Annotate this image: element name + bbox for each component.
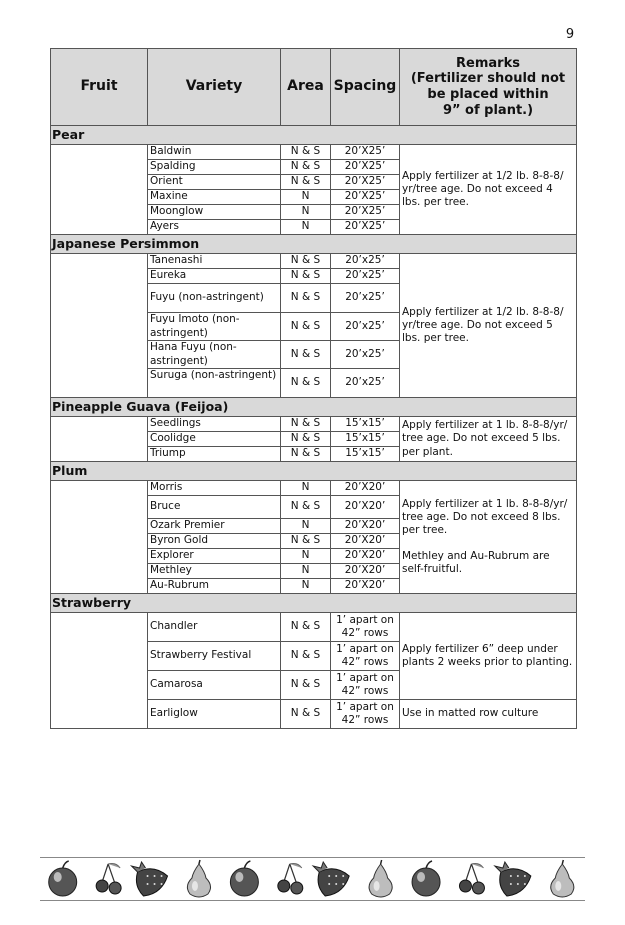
- area-cell: N & S: [281, 341, 331, 369]
- spacing-cell: 20’x25’: [331, 269, 400, 284]
- variety-cell: Tanenashi: [148, 254, 281, 269]
- variety-cell: Byron Gold: [148, 534, 281, 549]
- fruit-banner-graphic: [40, 858, 585, 900]
- remark-text: Apply fertilizer at 1 lb. 8-8-8/yr/ tree age. Do not exceed 8 lbs. per tree.: [402, 498, 568, 537]
- cherries-icon: [278, 864, 303, 895]
- variety-cell: Baldwin: [148, 145, 281, 160]
- area-cell: N & S: [281, 313, 331, 341]
- table-row: [51, 417, 577, 432]
- spacing-line1: 1’ apart on: [336, 700, 394, 713]
- area-cell: N & S: [281, 269, 331, 284]
- header-remarks-line4: 9” of plant.): [442, 102, 534, 118]
- variety-cell: Methley: [148, 564, 281, 579]
- variety-cell: Au-Rubrum: [148, 579, 281, 594]
- fruit-cell-empty: [51, 145, 148, 235]
- section-row-strawberry: [51, 594, 577, 613]
- table-row: [51, 613, 577, 642]
- area-cell: N & S: [281, 145, 331, 160]
- area-cell: N & S: [281, 369, 331, 398]
- variety-cell: Spalding: [148, 160, 281, 175]
- variety-cell: Triump: [148, 447, 281, 462]
- variety-cell: Suruga (non-astringent): [148, 369, 281, 398]
- spacing-cell: 20’x25’: [331, 284, 400, 313]
- spacing-cell: 20’X25’: [331, 160, 400, 175]
- remark-text-self-fruitful: Methley and Au-Rubrum are self-fruitful.: [402, 549, 550, 575]
- area-cell: N: [281, 190, 331, 205]
- strawberry-icon: [313, 862, 349, 896]
- apple-icon: [230, 861, 258, 896]
- variety-cell: Fuyu Imoto (non-astringent): [148, 313, 281, 341]
- table-header-row: [51, 49, 577, 126]
- variety-cell: Hana Fuyu (non-astringent): [148, 341, 281, 369]
- remark-cell: Apply fertilizer at 1/2 lb. 8-8-8/ yr/tree age. Do not exceed 5 lbs. per tree.: [400, 254, 577, 398]
- header-remarks-line3: be placed within: [427, 87, 549, 102]
- variety-cell: Ozark Premier: [148, 519, 281, 534]
- spacing-cell: 20’X20’: [331, 579, 400, 594]
- table-row: [51, 254, 577, 269]
- variety-cell: Eureka: [148, 269, 281, 284]
- strawberry-icon: [495, 862, 531, 896]
- spacing-cell: 20’X20’: [331, 496, 400, 519]
- remark-cell: [400, 481, 577, 594]
- section-row-pineapple-guava: [51, 398, 577, 417]
- spacing-cell: 20’X25’: [331, 205, 400, 220]
- section-row-plum: [51, 462, 577, 481]
- cherries-icon: [96, 864, 121, 895]
- variety-cell: Seedlings: [148, 417, 281, 432]
- table-row: [51, 145, 577, 160]
- variety-cell: Moonglow: [148, 205, 281, 220]
- area-cell: N & S: [281, 642, 331, 671]
- variety-cell: Coolidge: [148, 432, 281, 447]
- spacing-line2: 42” rows: [341, 656, 389, 668]
- pear-icon: [369, 860, 392, 897]
- remark-cell: Apply fertilizer at 1/2 lb. 8-8-8/ yr/tree age. Do not exceed 4 lbs. per tree.: [400, 145, 577, 235]
- spacing-cell: 20’X25’: [331, 220, 400, 235]
- spacing-cell: 20’X25’: [331, 145, 400, 160]
- spacing-cell: [331, 642, 400, 671]
- spacing-cell: 20’x25’: [331, 313, 400, 341]
- area-cell: N: [281, 549, 331, 564]
- variety-cell: Orient: [148, 175, 281, 190]
- table-row: [51, 481, 577, 496]
- section-title: Pear: [51, 126, 577, 145]
- spacing-cell: [331, 700, 400, 729]
- section-row-japanese-persimmon: [51, 235, 577, 254]
- area-cell: N & S: [281, 432, 331, 447]
- fruit-cell-empty: [51, 254, 148, 398]
- apple-icon: [49, 861, 77, 896]
- area-cell: N: [281, 205, 331, 220]
- variety-cell: Morris: [148, 481, 281, 496]
- spacing-cell: 20’x25’: [331, 254, 400, 269]
- spacing-cell: 20’X20’: [331, 564, 400, 579]
- spacing-cell: 20’X20’: [331, 519, 400, 534]
- spacing-cell: 20’X20’: [331, 549, 400, 564]
- header-remarks-line1: Remarks: [456, 55, 520, 71]
- fruit-cell-empty: [51, 613, 148, 729]
- header-remarks-line2: (Fertilizer should not: [410, 71, 566, 87]
- apple-icon: [412, 861, 440, 896]
- area-cell: N & S: [281, 447, 331, 462]
- spacing-cell: [331, 613, 400, 642]
- section-title: Japanese Persimmon: [51, 235, 577, 254]
- section-row-pear: [51, 126, 577, 145]
- remark-cell: Apply fertilizer 6” deep under plants 2 weeks prior to planting.: [400, 613, 577, 700]
- area-cell: N & S: [281, 534, 331, 549]
- spacing-line1: 1’ apart on: [336, 613, 394, 626]
- spacing-cell: 20’X20’: [331, 481, 400, 496]
- spacing-line1: 1’ apart on: [336, 642, 394, 655]
- fruit-banner: [40, 857, 585, 901]
- section-title: Plum: [51, 462, 577, 481]
- variety-cell: Ayers: [148, 220, 281, 235]
- area-cell: N & S: [281, 175, 331, 190]
- header-variety: Variety: [148, 49, 281, 126]
- spacing-line2: 42” rows: [341, 627, 389, 639]
- section-title: Pineapple Guava (Feijoa): [51, 398, 577, 417]
- area-cell: N & S: [281, 700, 331, 729]
- variety-cell: Earliglow: [148, 700, 281, 729]
- spacing-line1: 1’ apart on: [336, 671, 394, 684]
- remark-cell: Apply fertilizer at 1 lb. 8-8-8/yr/ tree age. Do not exceed 5 lbs. per plant.: [400, 417, 577, 462]
- spacing-cell: 20’x25’: [331, 341, 400, 369]
- variety-cell: Fuyu (non-astringent): [148, 284, 281, 313]
- spacing-cell: 20’X20’: [331, 534, 400, 549]
- cherries-icon: [459, 864, 484, 895]
- spacing-cell: 20’X25’: [331, 190, 400, 205]
- variety-cell: Explorer: [148, 549, 281, 564]
- area-cell: N & S: [281, 284, 331, 313]
- area-cell: N: [281, 481, 331, 496]
- pear-icon: [551, 860, 574, 897]
- section-title: Strawberry: [51, 594, 577, 613]
- variety-cell: Camarosa: [148, 671, 281, 700]
- area-cell: N & S: [281, 160, 331, 175]
- header-remarks: [400, 49, 577, 126]
- area-cell: N: [281, 519, 331, 534]
- variety-cell: Chandler: [148, 613, 281, 642]
- area-cell: N: [281, 579, 331, 594]
- spacing-cell: [331, 671, 400, 700]
- spacing-line2: 42” rows: [341, 685, 389, 697]
- spacing-cell: 15’x15’: [331, 432, 400, 447]
- page-number: 9: [565, 27, 575, 42]
- area-cell: N: [281, 564, 331, 579]
- header-area: Area: [281, 49, 331, 126]
- spacing-cell: 20’X25’: [331, 175, 400, 190]
- fruit-cell-empty: [51, 417, 148, 462]
- variety-cell: Bruce: [148, 496, 281, 519]
- spacing-cell: 20’x25’: [331, 369, 400, 398]
- area-cell: N & S: [281, 671, 331, 700]
- fruit-variety-table: [50, 48, 577, 729]
- spacing-cell: 15’x15’: [331, 447, 400, 462]
- area-cell: N & S: [281, 496, 331, 519]
- area-cell: N & S: [281, 254, 331, 269]
- pear-icon: [187, 860, 210, 897]
- variety-cell: Strawberry Festival: [148, 642, 281, 671]
- strawberry-icon: [132, 862, 168, 896]
- area-cell: N & S: [281, 417, 331, 432]
- spacing-cell: 15’x15’: [331, 417, 400, 432]
- fruit-cell-empty: [51, 481, 148, 594]
- area-cell: N & S: [281, 613, 331, 642]
- variety-cell: Maxine: [148, 190, 281, 205]
- remark-cell-earliglow: Use in matted row culture: [400, 700, 577, 729]
- header-spacing: Spacing: [331, 49, 400, 126]
- spacing-line2: 42” rows: [341, 714, 389, 726]
- area-cell: N: [281, 220, 331, 235]
- header-fruit: Fruit: [51, 49, 148, 126]
